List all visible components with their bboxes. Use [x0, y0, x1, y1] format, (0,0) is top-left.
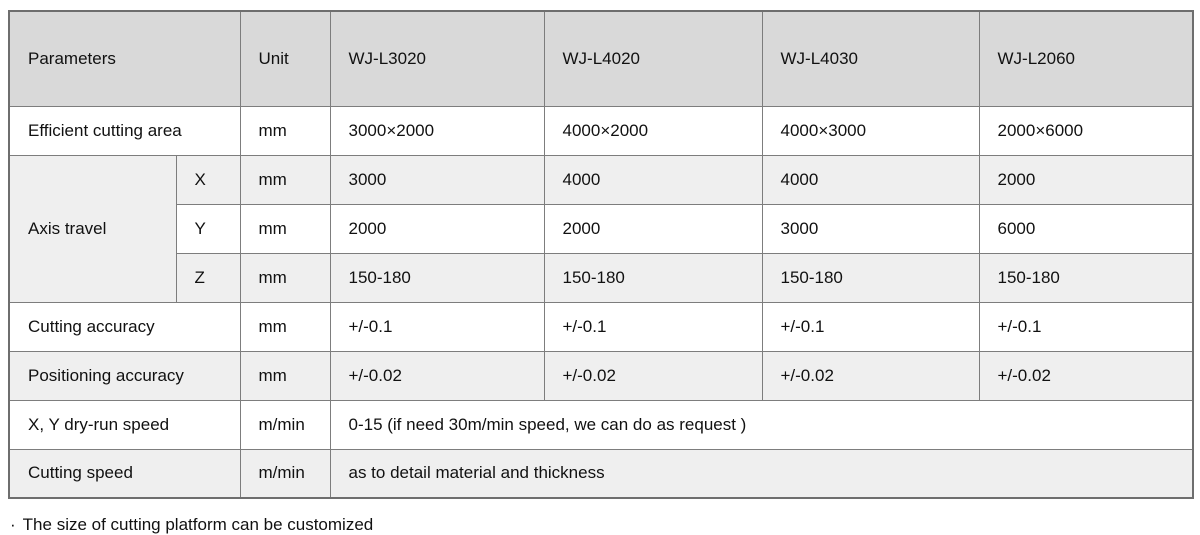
unit-cell: mm [240, 351, 330, 400]
row-axis-travel-y [9, 204, 1193, 253]
footnote-text: The size of cutting platform can be customized [22, 515, 374, 534]
value-cell: 3000×2000 [330, 106, 544, 155]
header-cell-model-wj-l4030: WJ-L4030 [762, 11, 979, 106]
value-cell: +/-0.02 [544, 351, 762, 400]
footnote [10, 515, 1200, 535]
value-cell-spanned: 0-15 (if need 30m/min speed, we can do as request ) [330, 400, 1193, 449]
value-cell: 150-180 [762, 253, 979, 302]
unit-cell: mm [240, 302, 330, 351]
label-cutting-accuracy: Cutting accuracy [9, 302, 240, 351]
unit-cell: m/min [240, 449, 330, 498]
value-cell: 2000 [330, 204, 544, 253]
unit-cell: m/min [240, 400, 330, 449]
unit-cell: mm [240, 155, 330, 204]
machine-specs-table [8, 10, 1194, 499]
value-cell: 4000 [762, 155, 979, 204]
label-efficient-cutting-area: Efficient cutting area [9, 106, 240, 155]
header-cell-unit: Unit [240, 11, 330, 106]
axis-label-x: X [176, 155, 240, 204]
bullet-icon: · [10, 515, 16, 534]
label-positioning-accuracy: Positioning accuracy [9, 351, 240, 400]
axis-label-z: Z [176, 253, 240, 302]
row-xy-dry-run-speed [9, 400, 1193, 449]
value-cell: +/-0.1 [330, 302, 544, 351]
label-axis-travel: Axis travel [9, 155, 176, 302]
row-efficient-cutting-area [9, 106, 1193, 155]
value-cell: 150-180 [544, 253, 762, 302]
value-cell: +/-0.02 [330, 351, 544, 400]
header-row [9, 11, 1193, 106]
row-axis-travel-z [9, 253, 1193, 302]
row-axis-travel-x [9, 155, 1193, 204]
value-cell: 6000 [979, 204, 1193, 253]
header-cell-parameters: Parameters [9, 11, 240, 106]
value-cell: 2000 [979, 155, 1193, 204]
value-cell: 2000×6000 [979, 106, 1193, 155]
value-cell: 4000×3000 [762, 106, 979, 155]
value-cell: +/-0.1 [544, 302, 762, 351]
unit-cell: mm [240, 253, 330, 302]
row-cutting-speed [9, 449, 1193, 498]
label-cutting-speed: Cutting speed [9, 449, 240, 498]
value-cell: 150-180 [979, 253, 1193, 302]
value-cell: 4000×2000 [544, 106, 762, 155]
value-cell: +/-0.1 [979, 302, 1193, 351]
unit-cell: mm [240, 106, 330, 155]
unit-cell: mm [240, 204, 330, 253]
value-cell: 3000 [330, 155, 544, 204]
value-cell: +/-0.1 [762, 302, 979, 351]
value-cell: 3000 [762, 204, 979, 253]
value-cell: 150-180 [330, 253, 544, 302]
value-cell: 2000 [544, 204, 762, 253]
row-positioning-accuracy [9, 351, 1193, 400]
label-xy-dry-run-speed: X, Y dry-run speed [9, 400, 240, 449]
header-cell-model-wj-l2060: WJ-L2060 [979, 11, 1193, 106]
value-cell: +/-0.02 [979, 351, 1193, 400]
axis-label-y: Y [176, 204, 240, 253]
value-cell: +/-0.02 [762, 351, 979, 400]
value-cell-spanned: as to detail material and thickness [330, 449, 1193, 498]
value-cell: 4000 [544, 155, 762, 204]
row-cutting-accuracy [9, 302, 1193, 351]
header-cell-model-wj-l3020: WJ-L3020 [330, 11, 544, 106]
header-cell-model-wj-l4020: WJ-L4020 [544, 11, 762, 106]
